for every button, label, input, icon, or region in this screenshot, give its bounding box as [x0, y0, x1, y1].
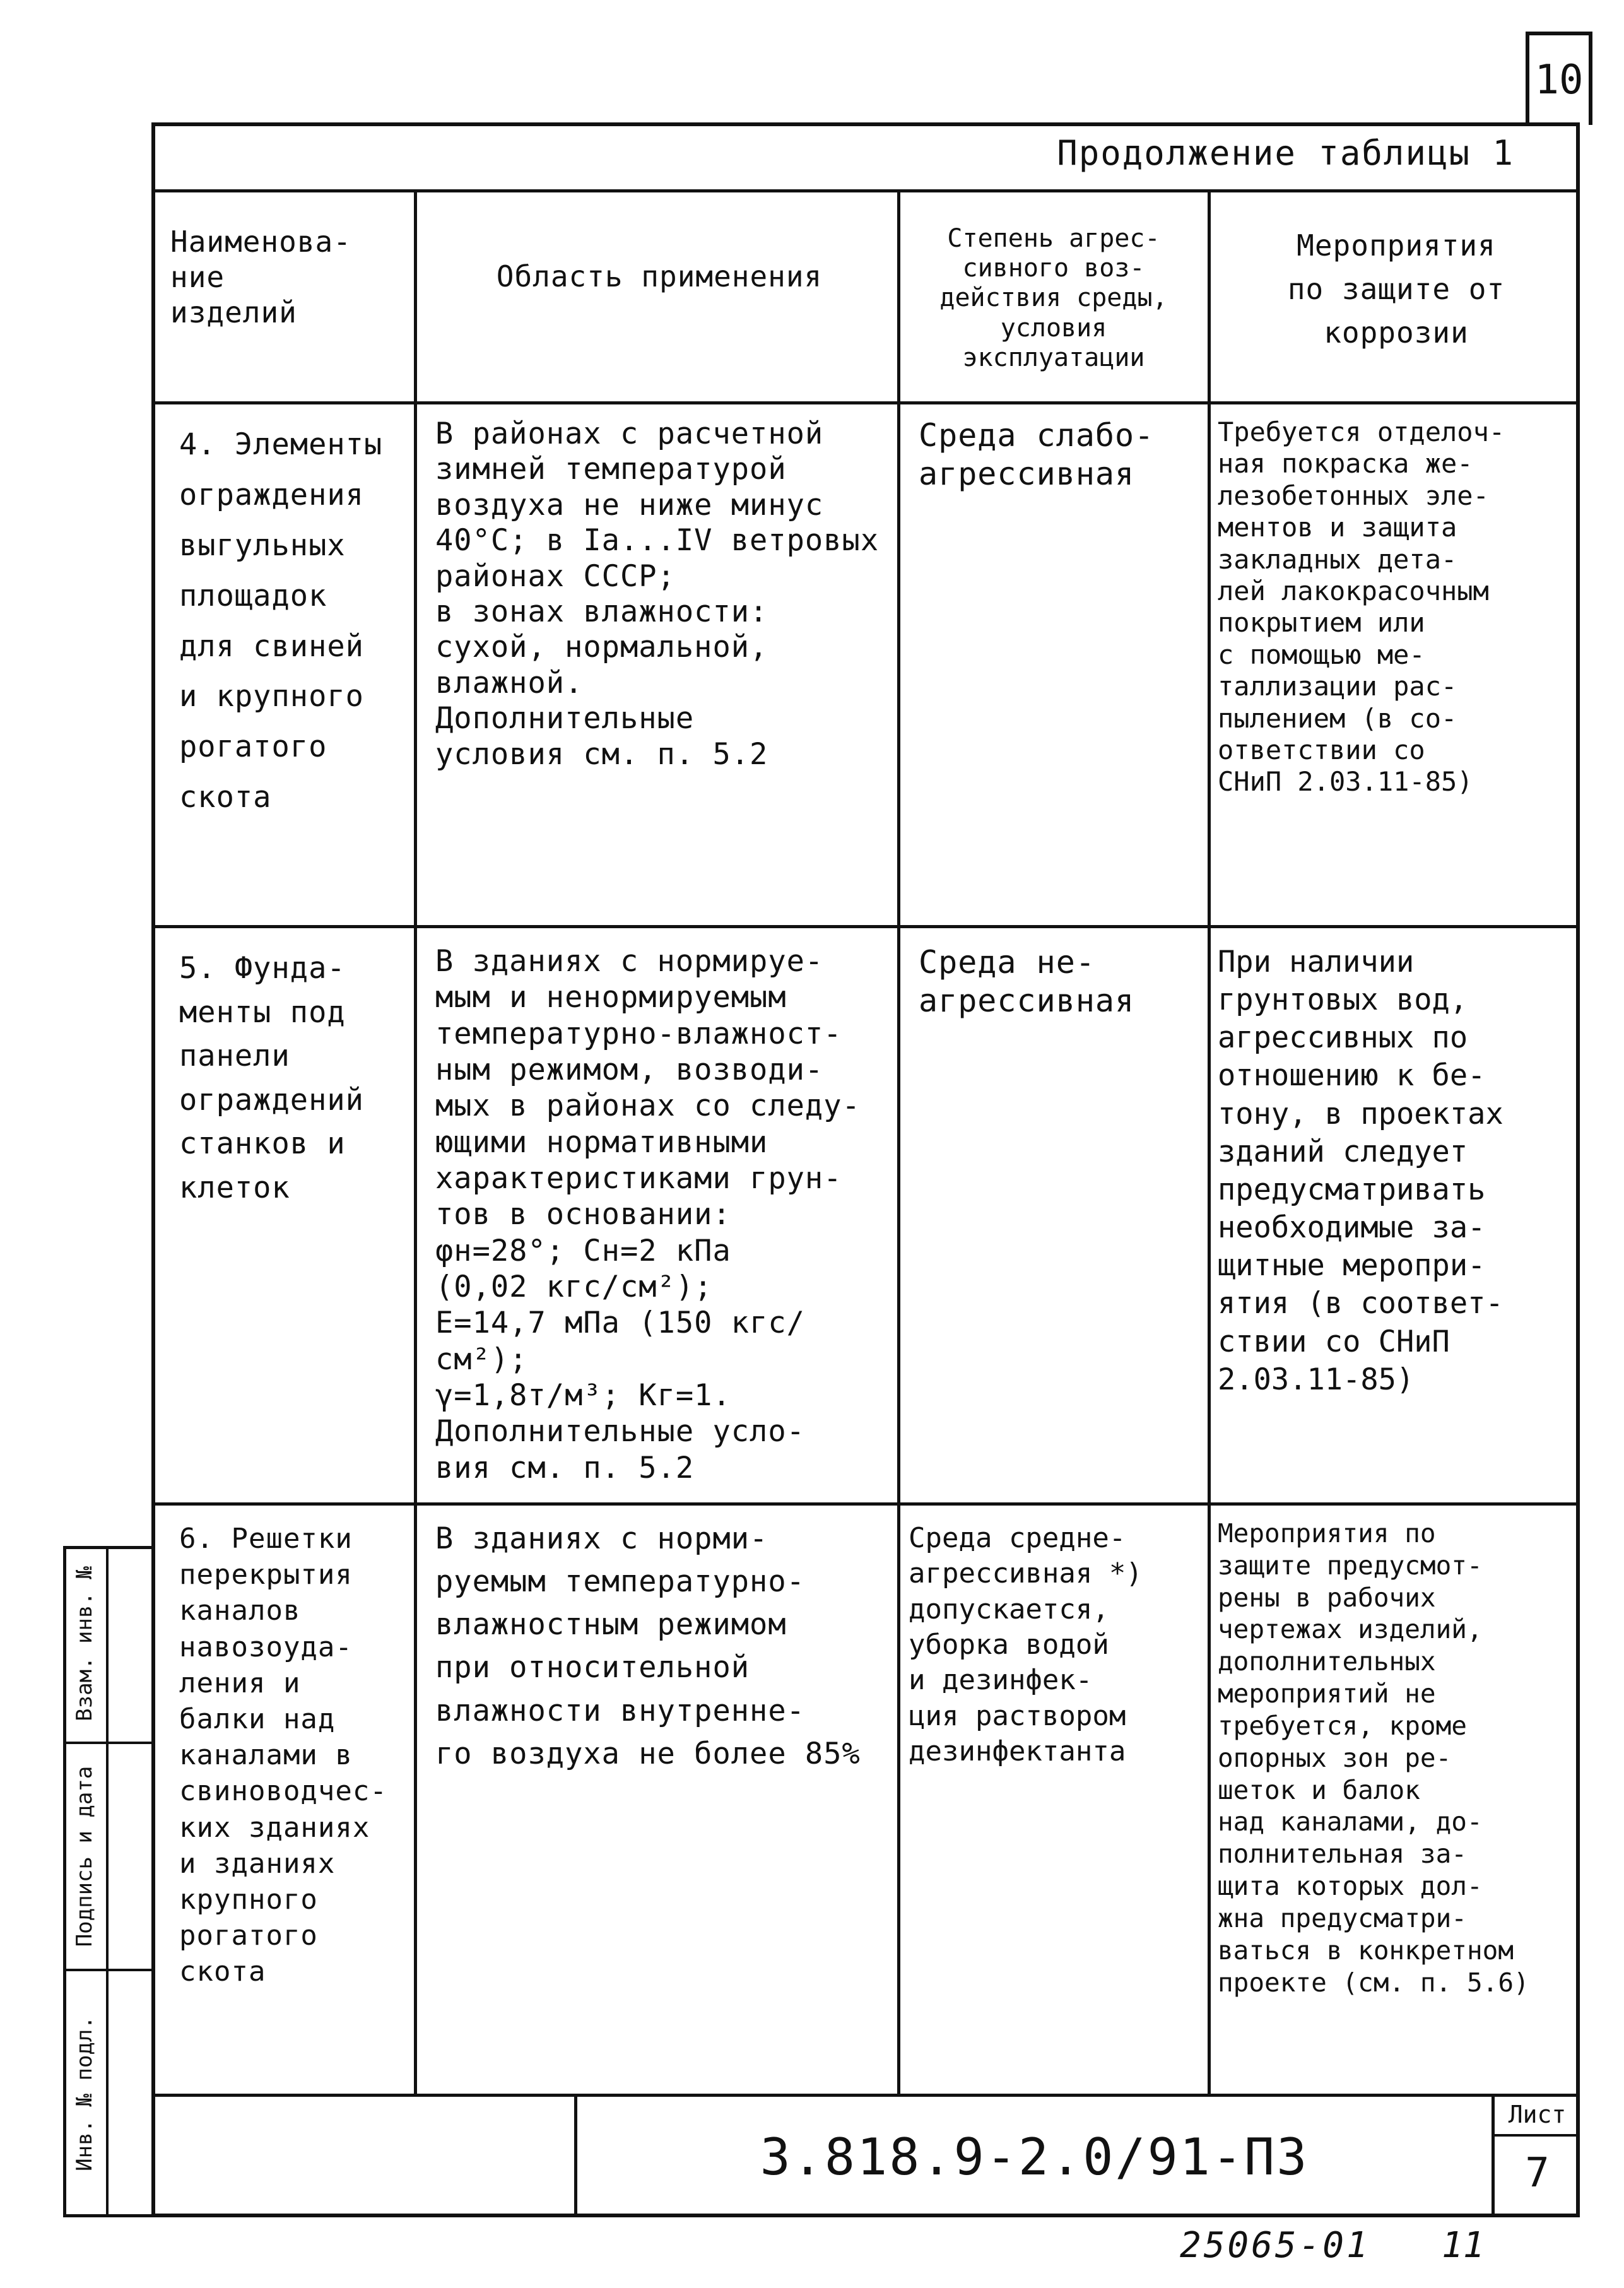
col3-divider	[1208, 189, 1211, 2095]
col1-divider	[414, 189, 417, 2095]
column-header-name: Наименова- ние изделий	[170, 225, 351, 330]
header-bottom-line	[151, 401, 1580, 404]
side-stamp-vzam-inv: Взам. инв. №	[72, 1566, 97, 1721]
side-stamp-divider-vertical	[106, 1546, 109, 2217]
row4-name: 4. Элементы ограждения выгульных площадок для свиней и крупного рогатого скота	[179, 427, 383, 815]
side-stamp-inv-podl: Инв. № подл.	[72, 2016, 97, 2171]
row5-protection: При наличии грунтовых вод, агрессивных по отношению к бе- тону, в проектах зданий следует предусматривать необходимые за- щитные меропри- ятия (в соответ- ствии со СНиП 2.03.11-85)	[1218, 945, 1503, 1397]
footer-suffix: 11	[1442, 2225, 1485, 2266]
row6-environment: Среда средне- агрессивная *) допускается, уборка водой и дезинфек- ция раствором дезинфектанта	[909, 1522, 1143, 1767]
row4-bottom-line	[151, 925, 1580, 928]
row4-protection: Требуется отделоч- ная покраска же- лезобетонных эле- ментов и защита закладных дета- лей лакокрасочным покрытием или с помощью ме- таллизации рас- пылением (в со- ответствии со СНиП 2.03.11-85)	[1218, 416, 1505, 798]
side-stamp-divider-1	[63, 1742, 151, 1744]
sheet-label: Лист	[1508, 2101, 1567, 2128]
side-stamp-podpis-data: Подпись и дата	[72, 1766, 97, 1947]
document-code: 3.818.9-2.0/91-П3	[760, 2128, 1309, 2186]
header-top-line	[151, 189, 1580, 192]
row4-application: В районах с расчетной зимней температурой воздуха не ниже минус 40°С; в Iа...IV ветровых районах СССР; в зонах влажности: сухой, нормальной, влажной. Дополнительные условия см. п. 5.2	[435, 416, 880, 772]
table-caption: Продолжение таблицы 1	[1057, 133, 1514, 173]
sheet-label-underline	[1492, 2134, 1580, 2137]
table-bottom-line	[151, 2094, 1580, 2097]
page-number: 10	[1534, 57, 1584, 103]
row5-bottom-line	[151, 1502, 1580, 1506]
row6-protection: Мероприятия по защите предусмот- рены в рабочих чертежах изделий, дополнительных мероприятий не требуется, кроме опорных зон ре- шеток и балок над каналами, до- полнительная за- щита которых дол- жна предусматри- ваться в конкретном проекте (см. п. 5.6)	[1218, 1518, 1529, 1998]
column-header-environment: Степень агрес- сивного воз- действия среды, условия эксплуатации	[939, 224, 1168, 372]
footer-number: 25065-01	[1180, 2225, 1370, 2266]
sheet-number: 7	[1525, 2150, 1550, 2197]
row5-application: В зданиях с нормируе- мым и ненормируемым температурно-влажност- ным режимом, возводи- мых в районах со следу- ющими нормативными характеристиками грун- тов в основании: φн=28°; Сн=2 кПа (0,02 кгс/см²); Е=14,7 мПа (150 кгс/см²); γ=1,8т/м³; Кг=1. Дополнительные усло- вия см. п. 5.2	[435, 944, 861, 1485]
column-header-application: Область применения	[496, 259, 823, 293]
row5-environment: Среда не- агрессивная	[919, 944, 1135, 1019]
row6-application: В зданиях с норми- руемым температурно- влажностным режимом при относительной влажности внутренне- го воздуха не более 85%	[435, 1521, 861, 1771]
row6-name: 6. Решетки перекрытия каналов навозоуда- ления и балки над каналами в свиноводчес- ких зданиях и зданиях крупного рогатого скота	[179, 1523, 387, 1988]
row5-name: 5. Фунда- менты под панели ограждений станков и клеток	[179, 951, 364, 1205]
col2-divider	[897, 189, 900, 2095]
column-header-protection: Мероприятия по защите от коррозии	[1287, 228, 1505, 350]
row4-environment: Среда слабо- агрессивная	[919, 417, 1155, 492]
side-stamp-divider-2	[63, 1969, 151, 1971]
